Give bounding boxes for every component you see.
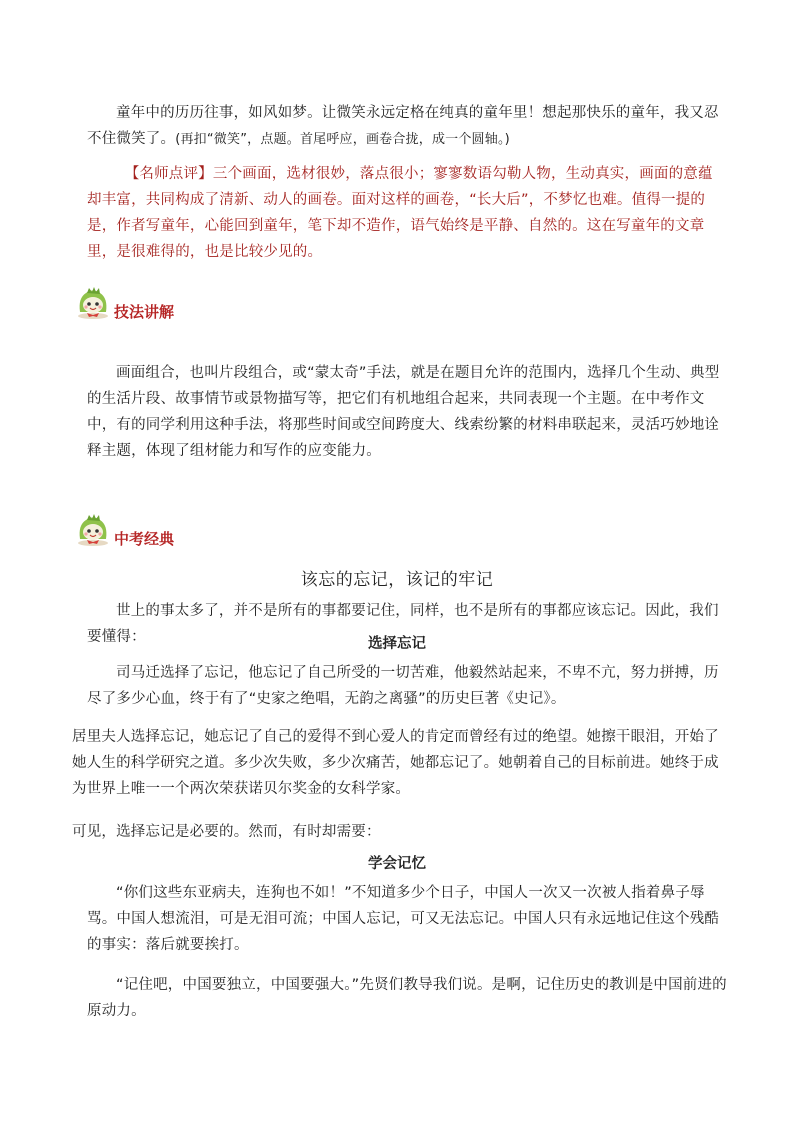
- section-title-classic: 中考经典: [114, 530, 175, 548]
- intro-paragraph: [87, 100, 727, 153]
- article-title: 该忘的忘记，该记的牢记: [300, 570, 494, 590]
- article-paragraph-3: 居里夫人选择忘记，她忘记了自己的爱得不到心爱人的肯定而曾经有过的绝望。她擦干眼泪，开始了她人生的科学研究之道。多少次失败，多少次痛苦，她都忘记了。她朝着自己的目标前进。她终于成为世界上唯一一个两次荣获诺贝尔奖金的女科学家。: [72, 729, 719, 797]
- article-paragraph-5: “你们这些东亚病夫，连狗也不如！”不知道多少个日子，中国人一次又一次被人指着鼻子辱骂。中国人想流泪，可是无泪可流；中国人忘记，可又无法忘记。中国人只有永远地记住这个残酷的事实：落后就要挨打。: [87, 885, 720, 953]
- article-paragraph-4: 可见，选择忘记是必要的。然而，有时却需要：: [72, 824, 381, 840]
- teacher-comment-label: 【名师点评】: [124, 166, 213, 182]
- section-header-technique: [74, 286, 174, 320]
- intro-main: 童年中的历历往事，如风如梦。让微笑永远定格在纯真的童年里！想起那快乐的童年，我又忍不住微笑了。: [87, 105, 719, 147]
- article-paragraph-6: “记住吧，中国要独立，中国要强大。”先贤们教导我们说。是啊，记住历史的教训是中国前进的原动力。: [87, 977, 727, 1019]
- section-title-technique: 技法讲解: [114, 303, 175, 321]
- teacher-comment-text: 三个画面，选材很妙，落点很小；寥寥数语勾勒人物，生动真实，画面的意蕴却丰富，共同构成了清新、动人的画卷。面对这样的画卷，“长大后”，不梦忆也难。值得一提的是，作者写童年，心能回到童年，笔下却不造作，语气始终是平静、自然的。这在写童年的文章里，是很难得的，也是比较少见的。: [87, 166, 713, 260]
- article-subhead-1: 选择忘记: [368, 636, 426, 652]
- article-paragraph-2: 司马迁选择了忘记，他忘记了自己所受的一切苦难，他毅然站起来，不卑不亢，努力拼搏，历尽了多少心血，终于有了“史家之绝唱，无韵之离骚”的历史巨著《史记》。: [87, 665, 719, 707]
- green-cartoon-mascot-icon: [74, 513, 112, 547]
- technique-paragraph: 画面组合，也叫片段组合，或“蒙太奇”手法，就是在题目允许的范围内，选择几个生动、典型的生活片段、故事情节或景物描写等，把它们有机地组合起来，共同表现一个主题。在中考作文中，有的同学利用这种手法，将那些时间或空间跨度大、线索纷繁的材料串联起来，灵活巧妙地诠释主题，体现了组材能力和写作的应变能力。: [87, 365, 720, 459]
- teacher-comment: [87, 161, 727, 265]
- section-header-classic: [74, 513, 174, 547]
- green-cartoon-mascot-icon: [74, 286, 112, 320]
- article-subhead-2: 学会记忆: [368, 856, 426, 872]
- article-paragraph-1: 世上的事太多了，并不是所有的事都要记住，同样，也不是所有的事都应该忘记。因此，我们要懂得：: [87, 603, 719, 645]
- intro-note: (再扣“微笑”，点题。首尾呼应，画卷合拢，成一个圆轴。): [175, 132, 510, 147]
